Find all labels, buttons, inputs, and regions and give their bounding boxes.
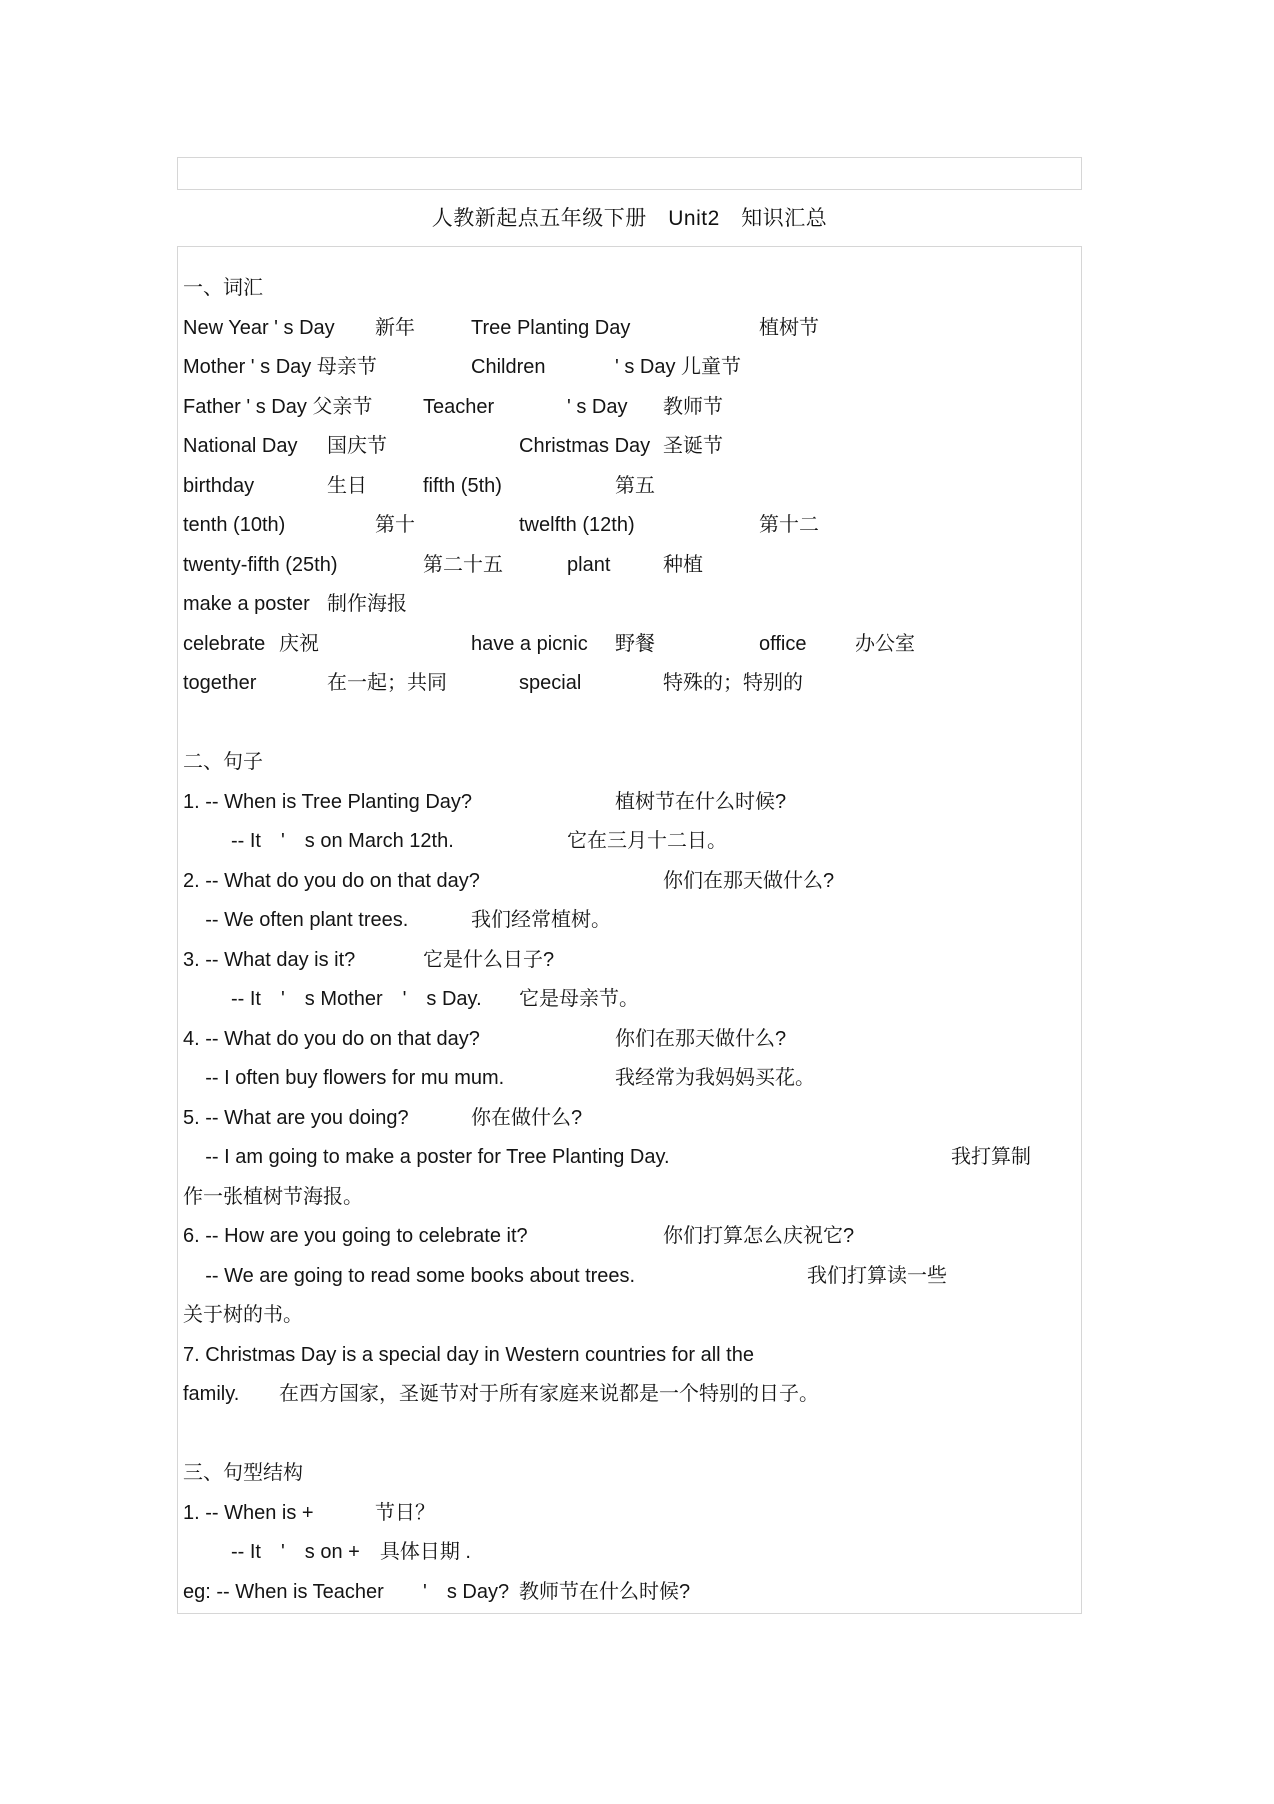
header-box bbox=[177, 157, 1082, 190]
doc-line: 5. -- What are you doing? 你在做什么? bbox=[183, 1106, 583, 1129]
content-box bbox=[177, 246, 1082, 1614]
section-heading-vocabulary: 一、词汇 bbox=[183, 277, 263, 299]
doc-line: New Year ' s Day 新年 Tree Planting Day 植树节 bbox=[183, 316, 819, 339]
doc-line: -- It ' s Mother ' s Day. 它是母亲节。 bbox=[183, 988, 639, 1010]
doc-line: 3. -- What day is it? 它是什么日子? bbox=[183, 948, 555, 971]
section-heading-sentence-patterns: 三、句型结构 bbox=[183, 1462, 303, 1484]
doc-line: family. 在西方国家，圣诞节对于所有家庭来说都是一个特别的日子。 bbox=[183, 1383, 819, 1405]
section-lines-sentences bbox=[183, 783, 1069, 1415]
doc-line: together 在一起；共同 special 特殊的；特别的 bbox=[183, 672, 803, 694]
doc-line: tenth (10th) 第十 twelfth (12th) 第十二 bbox=[183, 514, 819, 536]
doc-line: twenty-fifth (25th) 第二十五 plant 种植 bbox=[183, 553, 703, 576]
doc-line: Father ' s Day 父亲节 Teacher ' s Day 教师节 bbox=[183, 395, 723, 418]
section-sentence-patterns bbox=[183, 1454, 1069, 1612]
doc-line: 作一张植树节海报。 bbox=[183, 1185, 363, 1208]
doc-line: 4. -- What do you do on that day? 你们在那天做什么? bbox=[183, 1027, 787, 1050]
doc-line: National Day 国庆节 Christmas Day 圣诞节 bbox=[183, 435, 723, 457]
doc-line: 2. -- What do you do on that day? 你们在那天做什么? bbox=[183, 869, 835, 892]
doc-line: -- We are going to read some books about trees. 我们打算读一些 bbox=[183, 1264, 947, 1287]
doc-line: 关于树的书。 bbox=[183, 1304, 303, 1326]
section-lines-vocabulary bbox=[183, 309, 1069, 704]
doc-line: birthday 生日 fifth (5th) 第五 bbox=[183, 474, 655, 497]
doc-line: -- It ' s on + 具体日期 . bbox=[183, 1541, 471, 1563]
doc-line: Mother ' s Day 母亲节 Children ' s Day 儿童节 bbox=[183, 356, 742, 378]
doc-line: 6. -- How are you going to celebrate it? 你们打算怎么庆祝它? bbox=[183, 1225, 855, 1247]
page-title: 人教新起点五年级下册 Unit2 知识汇总 bbox=[431, 207, 828, 230]
doc-line: eg: -- When is Teacher ' s Day? 教师节在什么时候? bbox=[183, 1580, 691, 1603]
doc-line: -- We often plant trees. 我们经常植树。 bbox=[183, 909, 611, 931]
doc-line: make a poster 制作海报 bbox=[183, 593, 407, 615]
doc-line: -- I often buy flowers for mu mum. 我经常为我妈妈买花。 bbox=[183, 1067, 815, 1089]
section-lines-sentence-patterns bbox=[183, 1494, 1069, 1613]
section-vocabulary bbox=[183, 269, 1069, 704]
doc-line: 1. -- When is + 节日？ bbox=[183, 1501, 435, 1524]
section-sentences bbox=[183, 743, 1069, 1415]
section-heading-sentences: 二、句子 bbox=[183, 751, 263, 773]
doc-line: 7. Christmas Day is a special day in Western countries for all the bbox=[183, 1343, 754, 1366]
doc-line: -- I am going to make a poster for Tree Planting Day. 我打算制 bbox=[183, 1146, 1031, 1168]
doc-line: -- It ' s on March 12th. 它在三月十二日。 bbox=[183, 830, 727, 852]
doc-line: 1. -- When is Tree Planting Day? 植树节在什么时候? bbox=[183, 790, 787, 813]
doc-line: celebrate 庆祝 have a picnic 野餐 office 办公室 bbox=[183, 632, 915, 655]
